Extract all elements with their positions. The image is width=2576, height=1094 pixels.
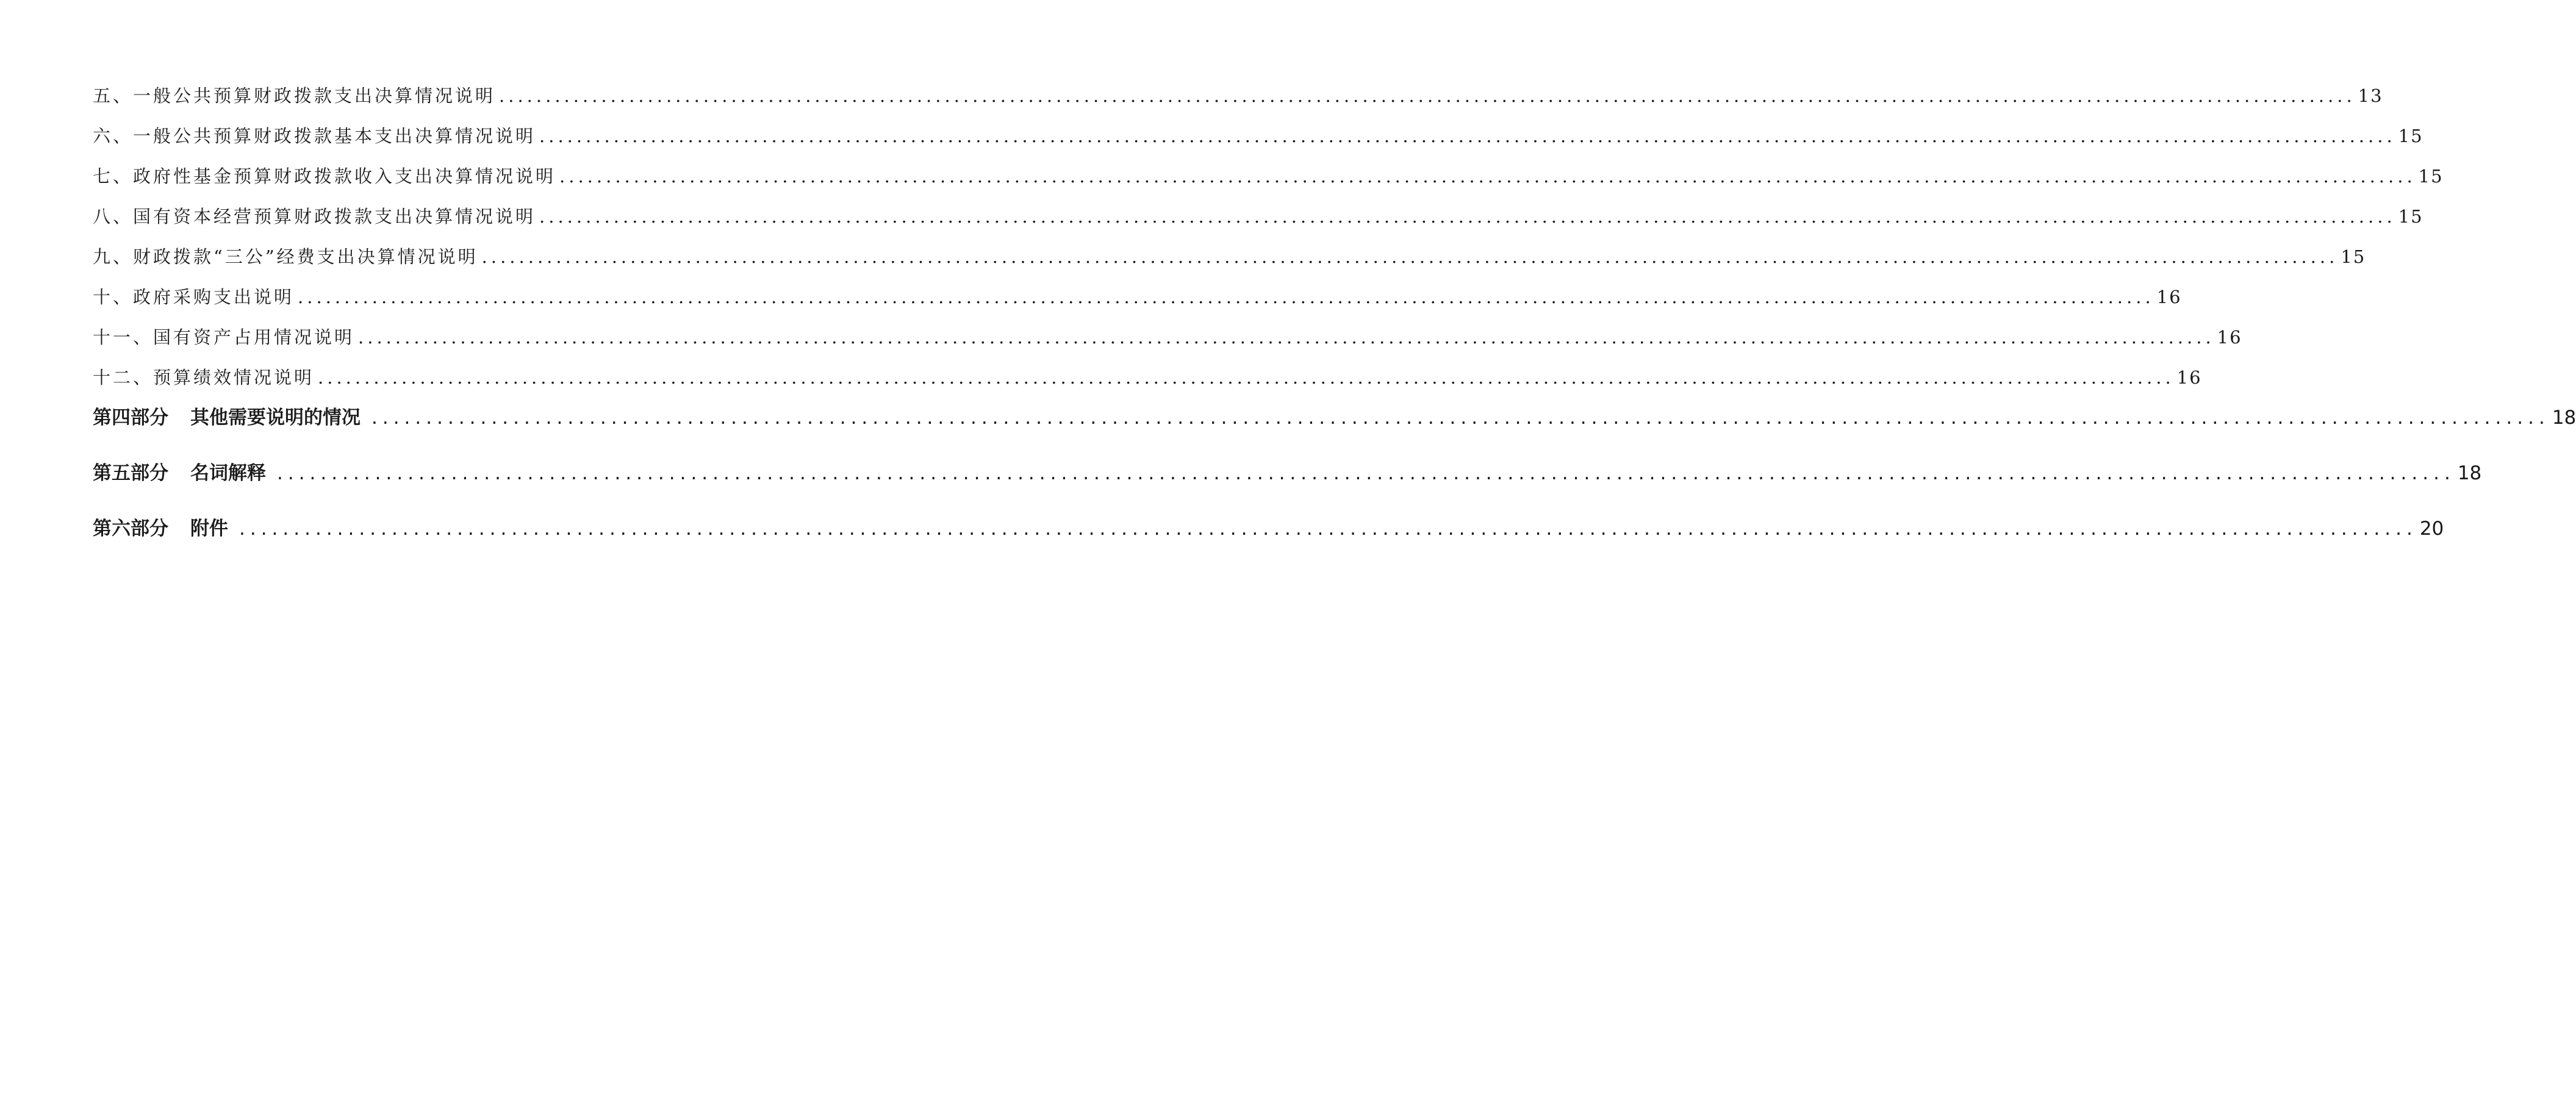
toc-part-entry[interactable]: [93, 512, 2444, 568]
toc-part-name: 其他需要说明的情况: [190, 407, 361, 429]
toc-page-number: 15: [2418, 166, 2444, 187]
toc-entry-title: 六、一般公共预算财政拨款基本支出决算情况说明: [93, 126, 536, 146]
toc-entry[interactable]: [93, 240, 2366, 281]
toc-leader-dots: ........................................................................................................................................................................................................: [239, 518, 2417, 540]
toc-entry[interactable]: [93, 120, 2424, 160]
toc-entry-title: 五、一般公共预算财政拨款支出决算情况说明: [93, 85, 496, 106]
toc-page-number: 16: [2217, 327, 2242, 348]
toc-entry-title: 十二、预算绩效情况说明: [93, 367, 315, 388]
toc-entry[interactable]: [93, 160, 2444, 200]
toc-part-label: 第五部分: [93, 462, 168, 484]
toc-page-number: 13: [2358, 85, 2383, 106]
toc-page-number: 15: [2398, 206, 2424, 227]
toc-page-number: 18: [2552, 407, 2576, 429]
toc-leader-dots: ........................................................................................................................................................................................................: [559, 166, 2416, 187]
toc-leader-dots: ........................................................................................................................................................................................................: [539, 126, 2396, 146]
toc-part-title: [93, 457, 266, 490]
toc-page-number: 16: [2176, 367, 2202, 388]
toc-part-name: 附件: [190, 518, 228, 540]
toc-leader-dots: ........................................................................................................................................................................................................: [499, 85, 2356, 106]
toc-entry[interactable]: [93, 281, 2182, 321]
toc-leader-dots: ........................................................................................................................................................................................................: [358, 327, 2215, 348]
toc-part-entry[interactable]: [93, 457, 2482, 512]
toc-leader-dots: ........................................................................................................................................................................................................: [371, 407, 2550, 429]
toc-leader-dots: ........................................................................................................................................................................................................: [481, 246, 2339, 267]
toc-entry[interactable]: [93, 321, 2242, 361]
toc-entry[interactable]: [93, 79, 2383, 120]
toc-leader-dots: ........................................................................................................................................................................................................: [318, 367, 2175, 388]
toc-part-title: [93, 512, 228, 545]
toc-entry[interactable]: [93, 361, 2202, 401]
toc-page-number: 18: [2457, 462, 2482, 484]
toc-part-label: 第四部分: [93, 407, 168, 429]
toc-part-title: [93, 401, 361, 434]
toc-entry-title: 十一、国有资产占用情况说明: [93, 327, 355, 348]
toc-entry-title: 九、财政拨款“三公”经费支出决算情况说明: [93, 246, 478, 267]
toc-part-label: 第六部分: [93, 518, 168, 540]
toc-part-entry[interactable]: [93, 401, 2576, 457]
toc-leader-dots: ........................................................................................................................................................................................................: [298, 287, 2154, 307]
toc-entry-title: 十、政府采购支出说明: [93, 287, 295, 307]
toc-entry[interactable]: [93, 200, 2424, 240]
toc-page-number: 20: [2419, 518, 2444, 540]
toc-page-number: 15: [2398, 126, 2424, 146]
toc-page-number: 15: [2341, 246, 2366, 267]
toc-entry-title: 七、政府性基金预算财政拨款收入支出决算情况说明: [93, 166, 556, 187]
toc-leader-dots: ........................................................................................................................................................................................................: [539, 206, 2396, 227]
toc-page-number: 16: [2156, 287, 2182, 307]
table-of-contents: [93, 79, 2576, 568]
toc-entry-title: 八、国有资本经营预算财政拨款支出决算情况说明: [93, 206, 536, 227]
toc-part-name: 名词解释: [190, 462, 266, 484]
toc-leader-dots: ........................................................................................................................................................................................................: [277, 462, 2455, 484]
